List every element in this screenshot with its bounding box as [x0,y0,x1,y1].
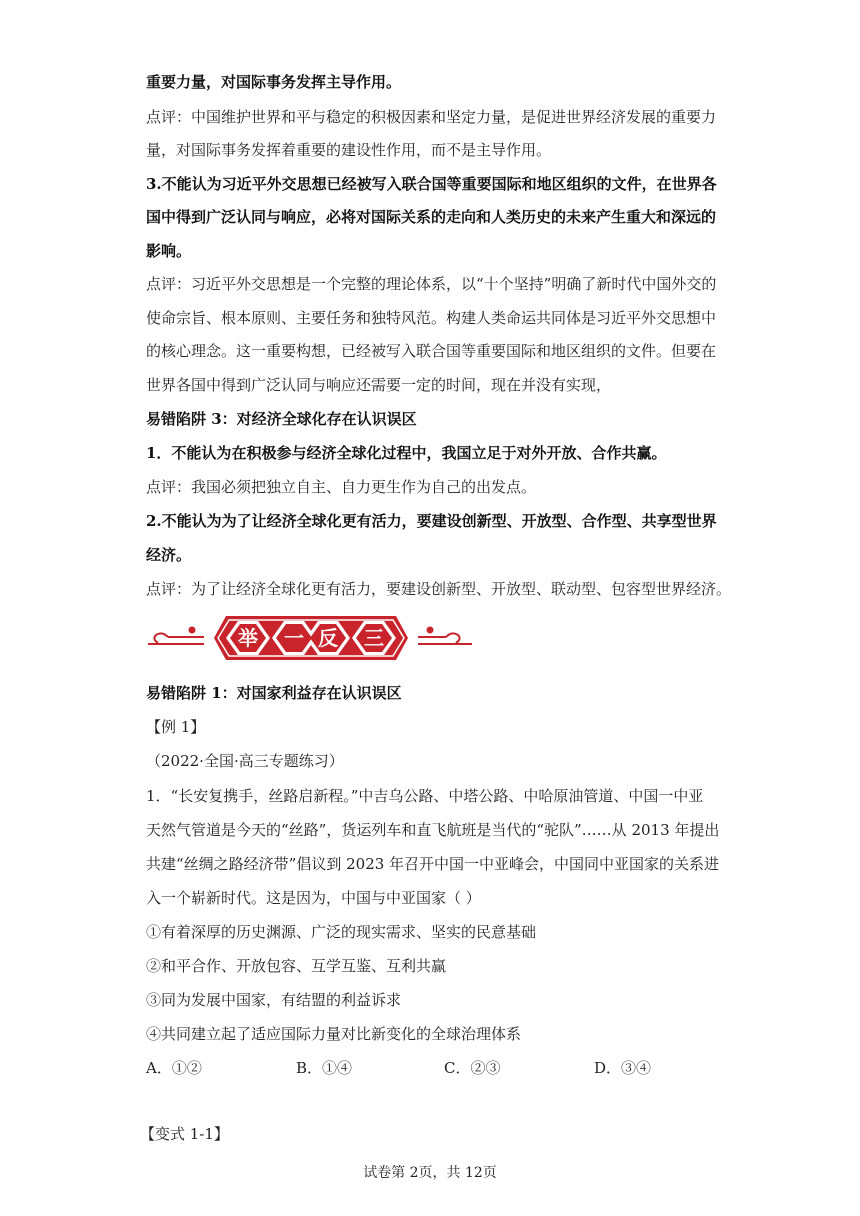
option-b: B．①④ [296,1059,353,1077]
banner-decoration-icon [146,608,476,668]
text-line-4: 3.不能认为习近平外交思想已经被写入联合国等重要国际和地区组织的文件，在世界各 [146,175,717,193]
banner-char-1: 举 [238,626,258,650]
trap-1-heading: 易错陷阱 1：对国家利益存在认识误区 [146,684,402,702]
banner-char-4: 三 [364,626,384,650]
text-line-1: 重要力量，对国际事务发挥主导作用。 [146,73,402,91]
page-footer: 试卷第 2页，共 12页 [363,1165,497,1181]
text-line-8: 使命宗旨、根本原则、主要任务和独特风范。构建人类命运共同体是习近平外交思想中 [146,309,717,327]
text-line-12: 1．不能认为在积极参与经济全球化过程中，我国立足于对外开放、合作共赢。 [146,444,667,462]
statement-3: ③同为发展中国家，有结盟的利益诉求 [146,991,402,1009]
option-d: D．③④ [594,1059,652,1077]
question-line-2: 天然气管道是今天的“丝路”，货运列车和直飞航班是当代的“驼队”……从 2013 年提出 [146,821,720,839]
text-line-7: 点评：习近平外交思想是一个完整的理论体系，以“十个坚持”明确了新时代中国外交的 [146,275,717,293]
trap-3-heading: 易错陷阱 3：对经济全球化存在认识误区 [146,410,417,428]
text-line-10: 世界各国中得到广泛认同与响应还需要一定的时间，现在并没有实现， [146,376,612,394]
text-line-6: 影响。 [146,242,192,260]
option-a: A．①② [146,1059,202,1077]
text-line-9: 的核心理念。这一重要构想，已经被写入联合国等重要国际和地区组织的文件。但要在 [146,342,717,360]
question-line-3: 共建“丝绸之路经济带”倡议到 2023 年召开中国一中亚峰会，中国同中亚国家的关系进 [146,855,720,873]
text-line-13: 点评：我国必须把独立自主、自力更生作为自己的出发点。 [146,478,537,496]
question-line-4: 入一个崭新时代。这是因为，中国与中亚国家（ ） [146,889,481,907]
banner-char-3: 反 [318,626,338,650]
text-line-2: 点评：中国维护世界和平与稳定的积极因素和坚定力量，是促进世界经济发展的重要力 [146,108,717,126]
option-c: C．②③ [444,1059,501,1077]
question-line-1: 1．“长安复携手，丝路启新程。”中吉乌公路、中塔公路、中哈原油管道、中国一中亚 [146,787,704,805]
statement-4: ④共同建立起了适应国际力量对比新变化的全球治理体系 [146,1025,522,1043]
statement-2: ②和平合作、开放包容、互学互鉴、互利共赢 [146,957,447,975]
text-line-3: 量，对国际事务发挥着重要的建设性作用，而不是主导作用。 [146,141,552,159]
variant-label: 【变式 1-1】 [140,1125,229,1143]
text-line-5: 国中得到广泛认同与响应，必将对国际关系的走向和人类历史的未来产生重大和深远的 [146,208,717,226]
example-label: 【例 1】 [146,718,206,736]
text-line-16: 点评：为了让经济全球化更有活力，要建设创新型、开放型、联动型、包容型世界经济。 [146,580,732,598]
banner-ju-yi-fan-san [146,608,476,668]
text-line-15: 经济。 [146,546,192,564]
statement-1: ①有着深厚的历史渊源、广泛的现实需求、坚实的民意基础 [146,923,537,941]
banner-char-2: 一 [284,626,304,650]
source-label: （2022·全国·高三专题练习） [146,752,344,770]
text-line-14: 2.不能认为为了让经济全球化更有活力，要建设创新型、开放型、合作型、共享型世界 [146,512,717,530]
